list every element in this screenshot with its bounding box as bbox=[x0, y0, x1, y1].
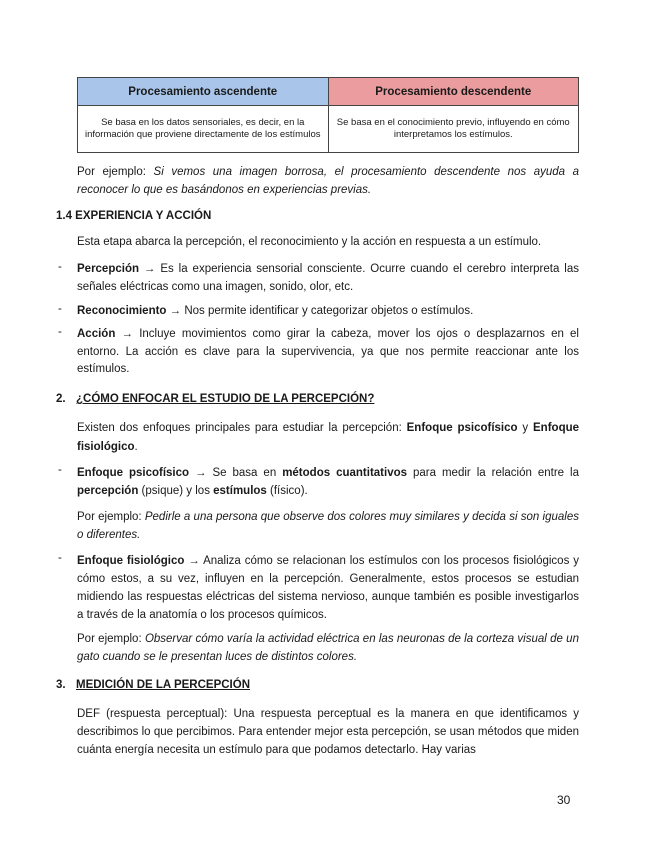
term: estímulos bbox=[213, 485, 267, 497]
text: (físico). bbox=[266, 485, 308, 497]
bullet-enfoque-fisiologico bbox=[77, 552, 579, 624]
bullet-dash: - bbox=[58, 326, 62, 338]
example-lead: Por ejemplo: bbox=[77, 166, 154, 178]
bullet-dash: - bbox=[58, 464, 62, 476]
cell-descending: Se basa en el conocimiento previo, influyendo en cómo interpretamos los estímulos. bbox=[328, 106, 579, 153]
section-1-4-heading: 1.4 EXPERIENCIA Y ACCIÓN bbox=[56, 210, 212, 222]
header-ascending: Procesamiento ascendente bbox=[78, 78, 329, 106]
term: Enfoque fisiológico bbox=[77, 555, 185, 567]
section-2-heading bbox=[56, 393, 374, 405]
text: → Se basa en bbox=[189, 467, 283, 479]
example-text: Pedirle a una persona que observe dos colores muy similares y decida si son iguales o diferentes. bbox=[77, 511, 579, 541]
section-3-heading bbox=[56, 679, 250, 691]
text: Existen dos enfoques principales para estudiar la percepción: bbox=[77, 422, 407, 434]
example-lead: Por ejemplo: bbox=[77, 633, 145, 645]
example-text: Si vemos una imagen borrosa, el procesamiento descendente nos ayuda a reconocer lo que es basándonos en experiencias previas. bbox=[77, 166, 579, 196]
bullet-dash: - bbox=[58, 303, 62, 315]
text: y bbox=[517, 422, 534, 434]
bullet-dash: - bbox=[58, 261, 62, 273]
term: Enfoque psicofísico bbox=[406, 422, 518, 434]
section-title: ¿CÓMO ENFOCAR EL ESTUDIO DE LA PERCEPCIÓN? bbox=[76, 393, 375, 405]
term: Enfoque fisiológico bbox=[77, 422, 580, 453]
text: (psique) y los bbox=[138, 485, 214, 497]
bullet-reconocimiento bbox=[77, 303, 579, 321]
term: Enfoque psicofísico bbox=[77, 467, 190, 479]
header-descending: Procesamiento descendente bbox=[328, 78, 579, 106]
term: métodos cuantitativos bbox=[282, 467, 408, 479]
bullet-accion bbox=[77, 326, 579, 379]
cell-ascending: Se basa en los datos sensoriales, es decir, en la información que proviene directamente de los estímulos bbox=[78, 106, 329, 153]
section-number: 3. bbox=[56, 679, 66, 691]
term: percepción bbox=[77, 485, 139, 497]
bullet-dash: - bbox=[58, 552, 62, 564]
section-2-intro bbox=[77, 419, 579, 457]
definition: → Incluye movimientos como girar la cabeza, mover los ojos o desplazarnos en el entorno. La acción es clave para la supervivencia, ya que nos permite reaccionar ante los estímulos. bbox=[77, 328, 579, 375]
section-number: 2. bbox=[56, 393, 66, 405]
text: para medir la relación entre la bbox=[407, 467, 579, 479]
example-paragraph-3 bbox=[77, 631, 579, 666]
example-lead: Por ejemplo: bbox=[77, 511, 145, 523]
example-text: Observar cómo varía la actividad eléctrica en las neuronas de la corteza visual de un gato cuando se le presentan luces de distintos colores. bbox=[77, 633, 579, 663]
definition: → Es la experiencia sensorial consciente. Ocurre cuando el cerebro interpreta las señales eléctricas como una imagen, sonido, olor, etc. bbox=[77, 263, 579, 293]
term: Acción bbox=[77, 328, 116, 340]
term: Reconocimiento bbox=[77, 305, 167, 317]
section-1-4-intro: Esta etapa abarca la percepción, el reconocimiento y la acción en respuesta a un estímulo. bbox=[77, 236, 542, 248]
bullet-percepcion bbox=[77, 261, 579, 296]
section-3-paragraph: DEF (respuesta perceptual): Una respuesta perceptual es la manera en que identificamos y describimos lo que percibimos. Para entender mejor esta percepción, se usan métodos que miden cuánta energía necesita un estímulo para que podamos detectarlo. Hay varias bbox=[77, 708, 579, 756]
bullet-enfoque-psicofisico bbox=[77, 464, 579, 500]
definition: → Nos permite identificar y categorizar objetos o estímulos. bbox=[166, 305, 474, 317]
term: Percepción bbox=[77, 263, 139, 275]
example-paragraph-1 bbox=[77, 164, 579, 199]
example-paragraph-2 bbox=[77, 509, 579, 544]
processing-comparison-table bbox=[77, 77, 579, 153]
definition: → Analiza cómo se relacionan los estímulos con los procesos fisiológicos y cómo estos, a su vez, influyen en la percepción. Generalmente, estos procesos se estudian midiendo las respuestas eléctricas del sistema nervioso, aunque también es posible investigarlos a través de la anatomía o los procesos químicos. bbox=[77, 555, 579, 621]
page-number: 30 bbox=[557, 793, 571, 807]
section-title: MEDICIÓN DE LA PERCEPCIÓN bbox=[76, 679, 251, 691]
text: . bbox=[134, 441, 138, 453]
